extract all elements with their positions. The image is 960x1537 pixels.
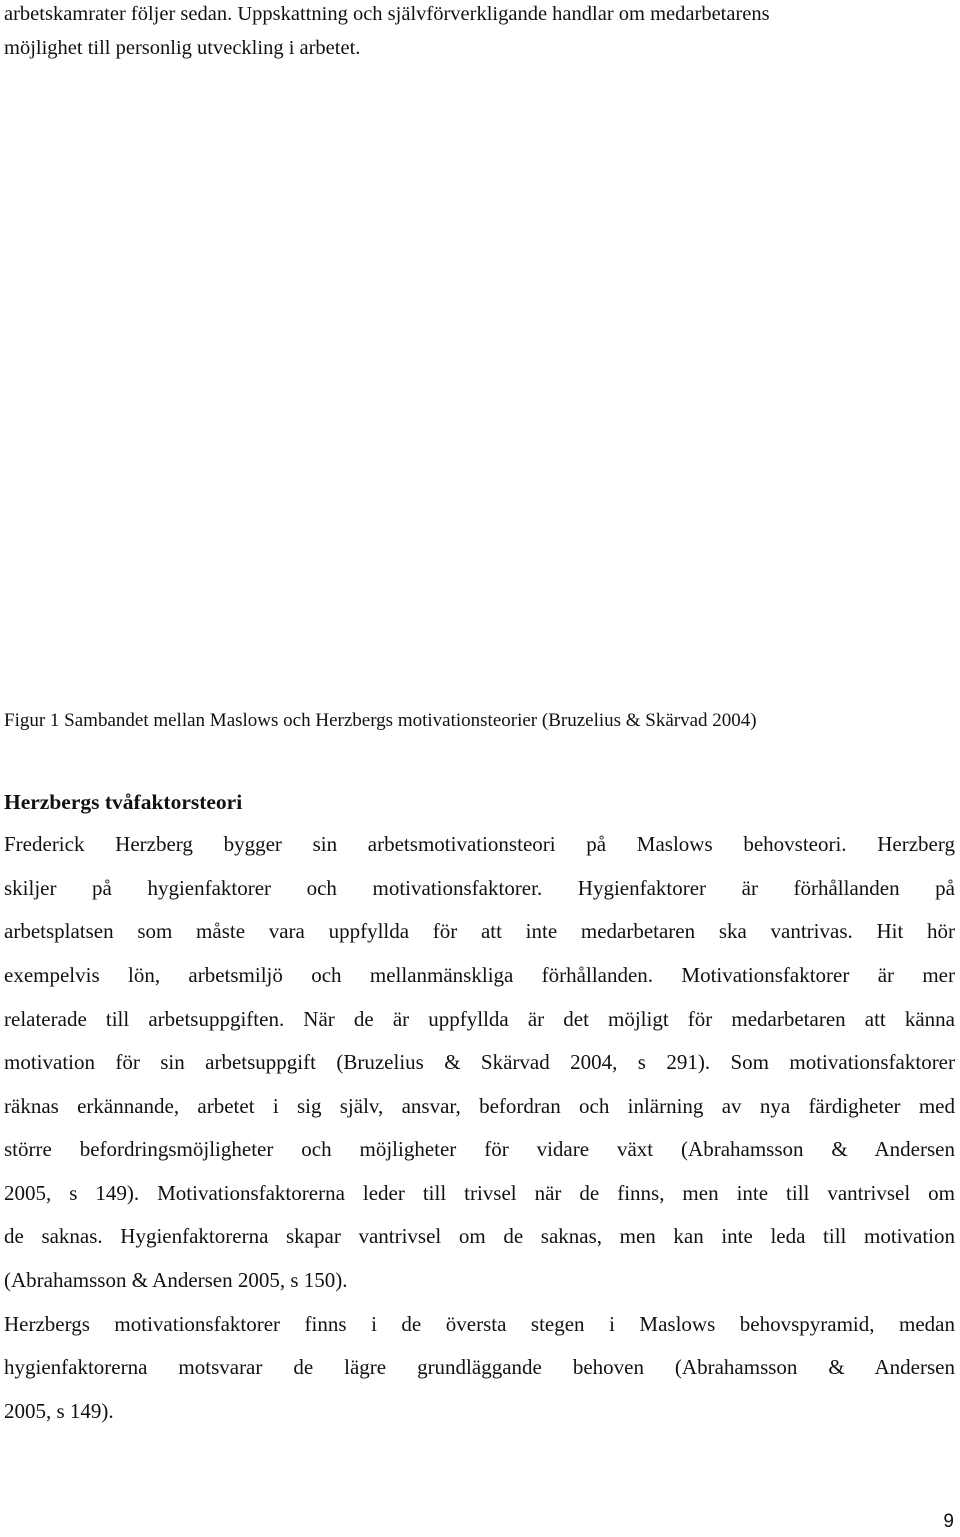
paragraph-1-line-10: de saknas. Hygienfaktorerna skapar vantrivsel om de saknas, men kan inte leda till motivation xyxy=(4,1224,955,1248)
top-paragraph-line-1: arbetskamrater följer sedan. Uppskattning och självförverkligande handlar om medarbetarens xyxy=(4,3,770,25)
paragraph-1-line-2: skiljer på hygienfaktorer och motivationsfaktorer. Hygienfaktorer är förhållanden på xyxy=(4,876,955,900)
paragraph-1-line-1: Frederick Herzberg bygger sin arbetsmotivationsteori på Maslows behovsteori. Herzberg xyxy=(4,832,955,856)
page-number: 9 xyxy=(943,1511,954,1532)
paragraph-2-line-1: Herzbergs motivationsfaktorer finns i de översta stegen i Maslows behovspyramid, medan xyxy=(4,1312,955,1336)
paragraph-1-line-5: relaterade till arbetsuppgiften. När de är uppfyllda är det möjligt för medarbetaren att känna xyxy=(4,1007,955,1031)
paragraph-1-line-7: räknas erkännande, arbetet i sig själv, ansvar, befordran och inlärning av nya färdigheter med xyxy=(4,1094,955,1118)
paragraph-1-line-4: exempelvis lön, arbetsmiljö och mellanmänskliga förhållanden. Motivationsfaktorer är mer xyxy=(4,963,955,987)
paragraph-1-line-6: motivation för sin arbetsuppgift (Bruzelius & Skärvad 2004, s 291). Som motivationsfaktorer xyxy=(4,1050,955,1074)
section-heading: Herzbergs tvåfaktorsteori xyxy=(4,790,243,814)
paragraph-2-line-2: hygienfaktorerna motsvarar de lägre grundläggande behoven (Abrahamsson & Andersen xyxy=(4,1355,955,1379)
paragraph-1-line-9: 2005, s 149). Motivationsfaktorerna leder till trivsel när de finns, men inte till vantrivsel om xyxy=(4,1181,955,1205)
top-paragraph-line-2: möjlighet till personlig utveckling i arbetet. xyxy=(4,37,361,59)
paragraph-1-line-8: större befordringsmöjligheter och möjligheter för vidare växt (Abrahamsson & Andersen xyxy=(4,1137,955,1161)
paragraph-2-line-3: 2005, s 149). xyxy=(4,1399,114,1423)
paragraph-1-line-11: (Abrahamsson & Andersen 2005, s 150). xyxy=(4,1268,348,1292)
paragraph-1-line-3: arbetsplatsen som måste vara uppfyllda för att inte medarbetaren ska vantrivas. Hit hör xyxy=(4,919,955,943)
figure-caption: Figur 1 Sambandet mellan Maslows och Herzbergs motivationsteorier (Bruzelius & Skärvad 2004) xyxy=(4,710,757,731)
